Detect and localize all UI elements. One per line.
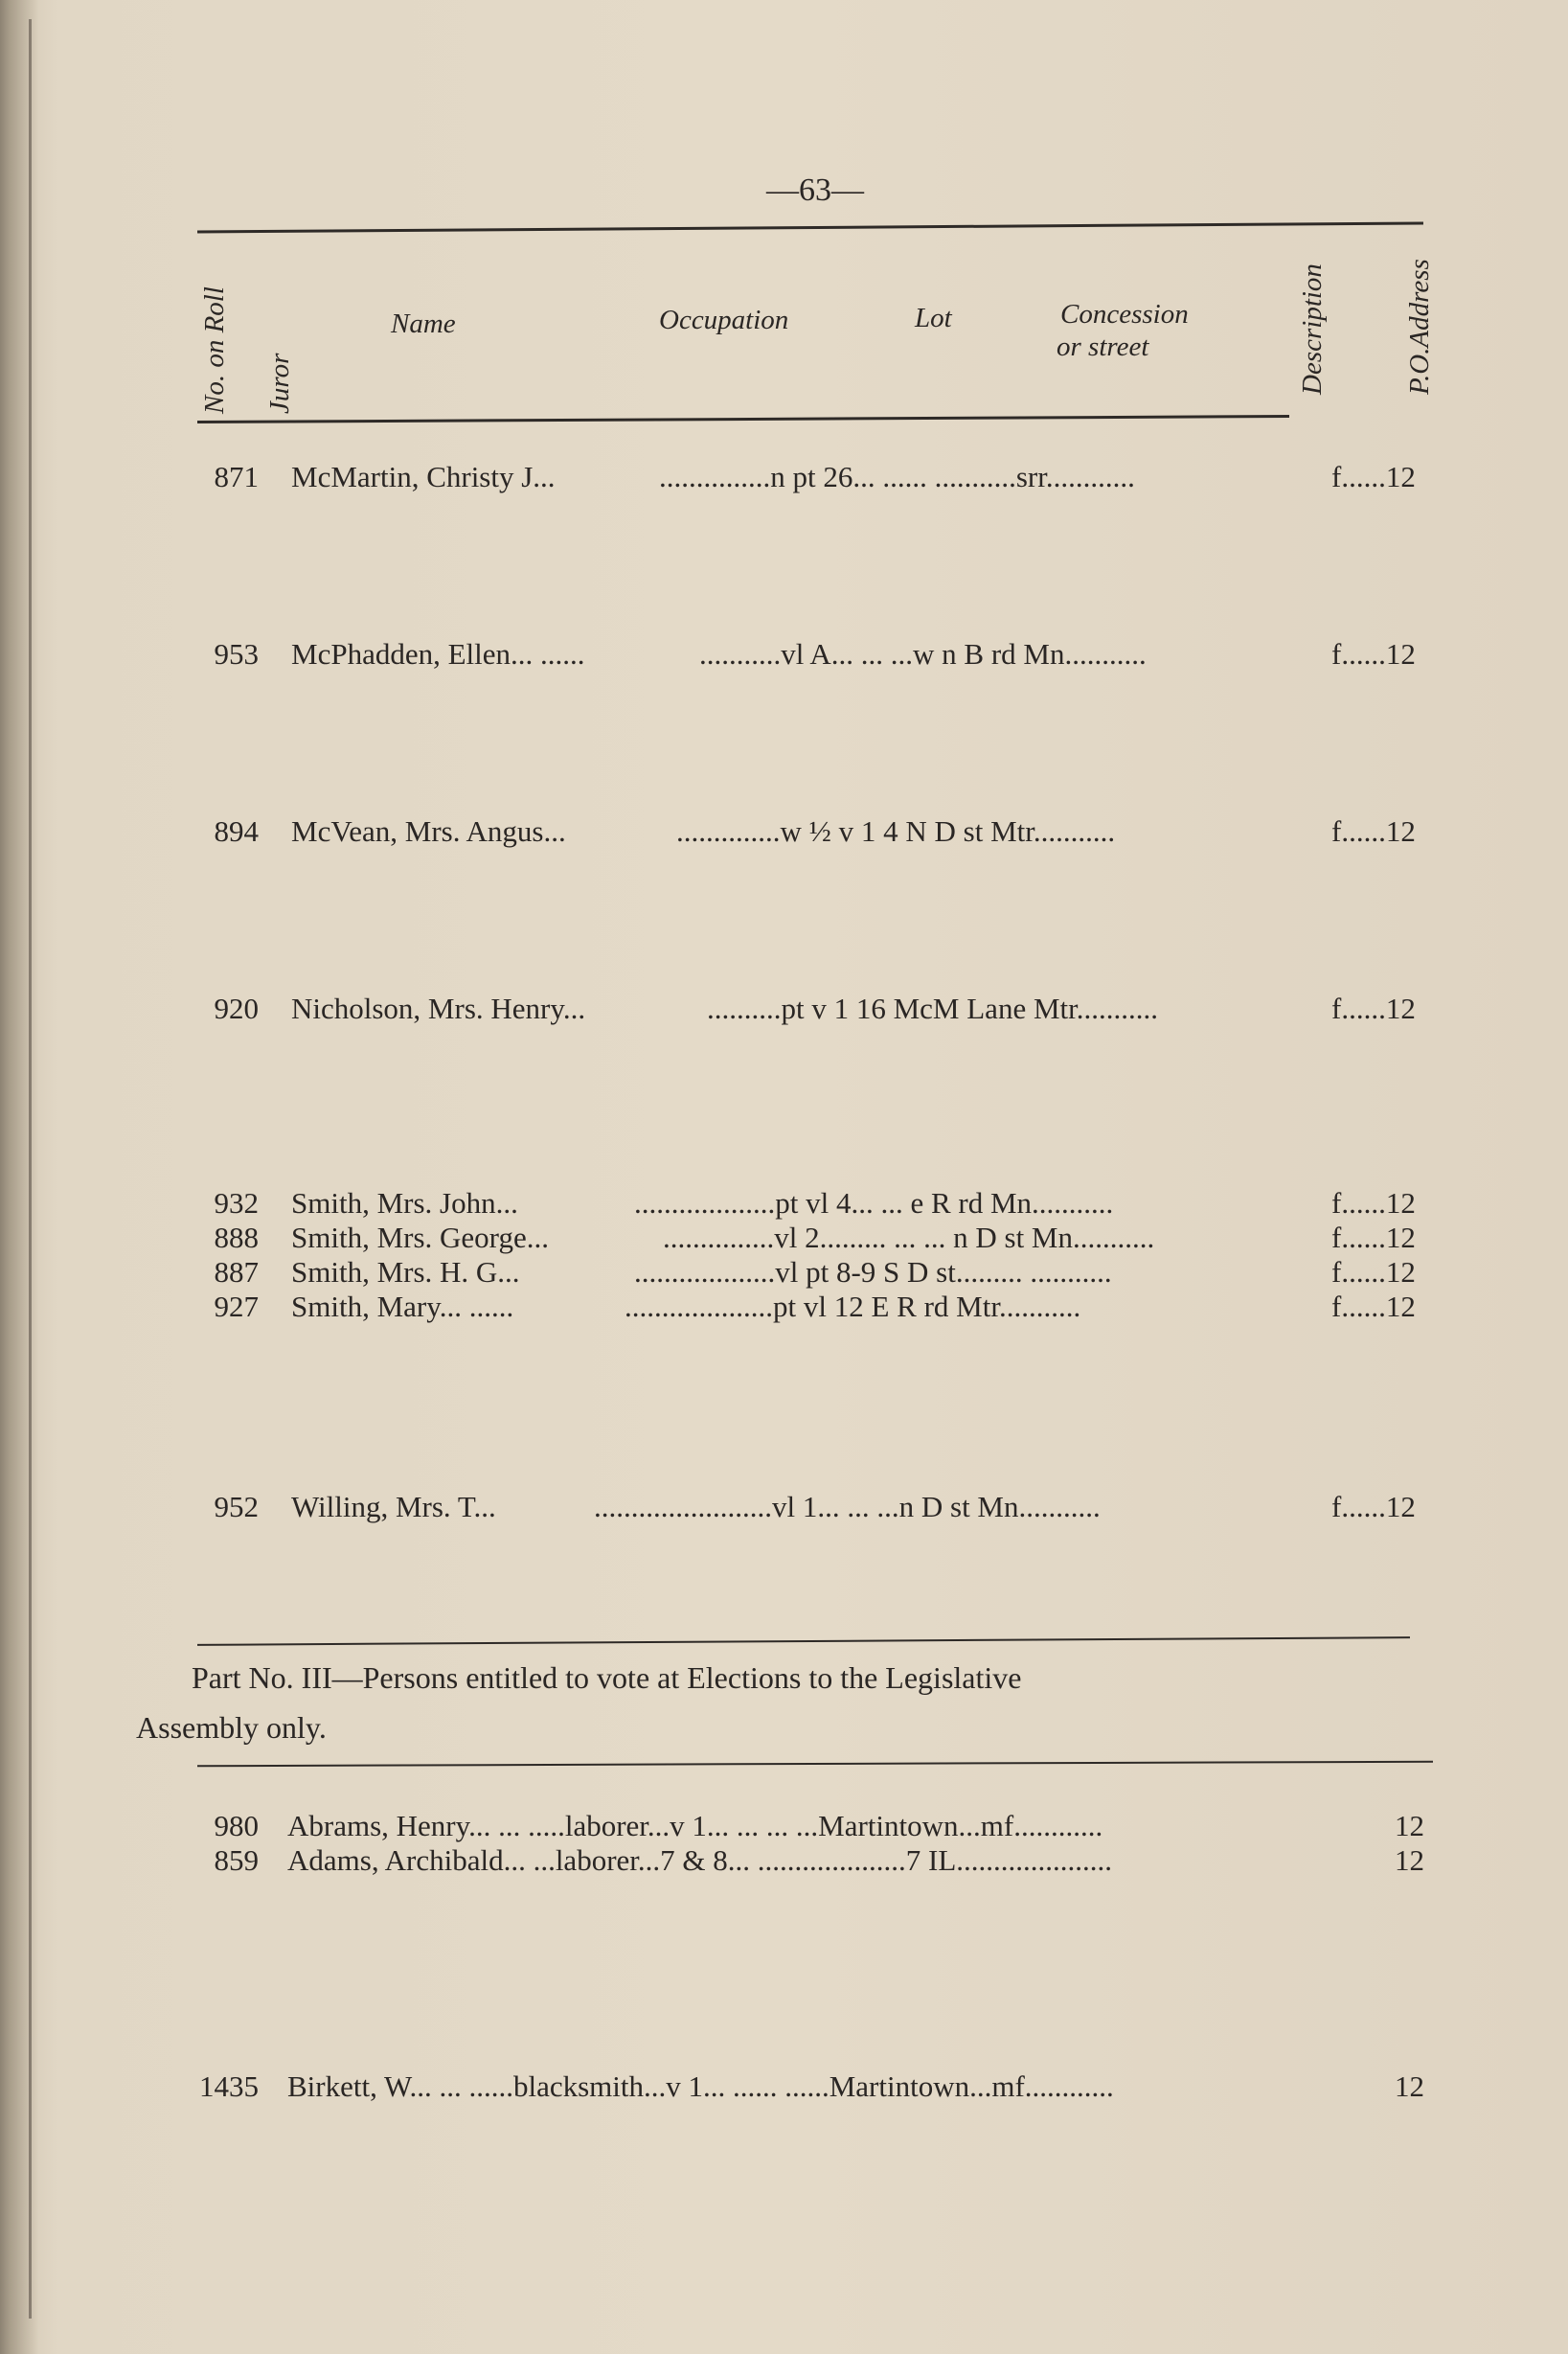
entry-name: Smith, Mrs. George...	[291, 1221, 549, 1254]
entry-details: ...................pt vl 4... ... e R rd Mn...........	[634, 1186, 1114, 1220]
roll-number: 980	[214, 1809, 259, 1842]
roll-number: 952	[214, 1490, 259, 1523]
roll-number: 932	[214, 1186, 259, 1220]
roll-number: 859	[214, 1843, 259, 1877]
page-number: —63—	[766, 172, 864, 208]
part-three-title-continued: Assembly only.	[136, 1710, 327, 1745]
part-three-heading	[136, 1653, 1437, 1752]
entry-name: McPhadden, Ellen... ......	[291, 637, 585, 671]
header-name: Name	[391, 309, 456, 339]
entry-name: Smith, Mrs. John...	[291, 1186, 518, 1220]
entry-desc-address: f......12	[1331, 1255, 1416, 1289]
entry-details: ...............n pt 26... ...... ...........srr............	[659, 460, 1135, 493]
header-po-address: P.O.Address	[1404, 259, 1435, 395]
entry-details: ..........pt v 1 16 McM Lane Mtr...........	[707, 992, 1158, 1025]
header-top-rule	[197, 222, 1423, 234]
entry-details: ........................vl 1... ... ...n D st Mn...........	[594, 1490, 1101, 1523]
header-no-on-roll: No. on Roll	[199, 286, 230, 414]
entry-name: Smith, Mrs. H. G...	[291, 1255, 520, 1289]
entry-name: Willing, Mrs. T...	[291, 1490, 496, 1523]
book-binding	[0, 0, 38, 2354]
entry-name: Birkett, W... ... ......blacksmith...v 1... ...... ......Martintown...mf............	[287, 2069, 1114, 2103]
header-concession: Concession	[1060, 299, 1189, 330]
header-bottom-rule	[197, 415, 1289, 423]
entry-desc-address: f......12	[1331, 814, 1416, 848]
section-divider	[197, 1636, 1410, 1646]
roll-number: 920	[214, 992, 259, 1025]
entry-details: ...............vl 2......... ... ... n D st Mn...........	[663, 1221, 1155, 1254]
part-three-rule	[197, 1761, 1433, 1768]
entry-desc-address: f......12	[1331, 1186, 1416, 1220]
entry-desc-address: f......12	[1331, 1490, 1416, 1523]
entry-name: Nicholson, Mrs. Henry...	[291, 992, 586, 1025]
entry-details: ..............w ½ v 1 4 N D st Mtr...........	[676, 814, 1116, 848]
roll-number: 1435	[199, 2069, 259, 2103]
roll-number: 871	[214, 460, 259, 493]
header-or-street: or street	[1057, 331, 1149, 362]
roll-number: 927	[214, 1290, 259, 1323]
entry-po-address: 12	[1395, 1843, 1424, 1877]
entry-desc-address: f......12	[1331, 992, 1416, 1025]
entry-name: Adams, Archibald... ...laborer...7 & 8... ....................7 IL.....................	[287, 1843, 1113, 1877]
entry-name: Abrams, Henry... ... .....laborer...v 1... ... ... ...Martintown...mf............	[287, 1809, 1103, 1842]
entry-details: ...................vl pt 8-9 S D st......... ...........	[634, 1255, 1112, 1289]
roll-number: 888	[214, 1221, 259, 1254]
entry-desc-address: f......12	[1331, 1290, 1416, 1323]
entry-desc-address: f......12	[1331, 1221, 1416, 1254]
entry-name: McMartin, Christy J...	[291, 460, 556, 493]
entry-po-address: 12	[1395, 2069, 1424, 2103]
header-occupation: Occupation	[659, 305, 789, 335]
header-juror: Juror	[264, 353, 295, 414]
part-three-title: Part No. III—Persons entitled to vote at Elections to the Legislative	[192, 1660, 1022, 1695]
entry-po-address: 12	[1395, 1809, 1424, 1842]
entry-name: Smith, Mary... ......	[291, 1290, 514, 1323]
entry-name: McVean, Mrs. Angus...	[291, 814, 566, 848]
roll-number: 894	[214, 814, 259, 848]
header-description: Description	[1297, 263, 1328, 395]
entry-details: ....................pt vl 12 E R rd Mtr...........	[625, 1290, 1081, 1323]
roll-number: 953	[214, 637, 259, 671]
entry-desc-address: f......12	[1331, 460, 1416, 493]
header-lot: Lot	[915, 303, 952, 333]
entry-details: ...........vl A... ... ...w n B rd Mn...........	[699, 637, 1147, 671]
roll-number: 887	[214, 1255, 259, 1289]
spine-shadow	[29, 19, 32, 2319]
entry-desc-address: f......12	[1331, 637, 1416, 671]
